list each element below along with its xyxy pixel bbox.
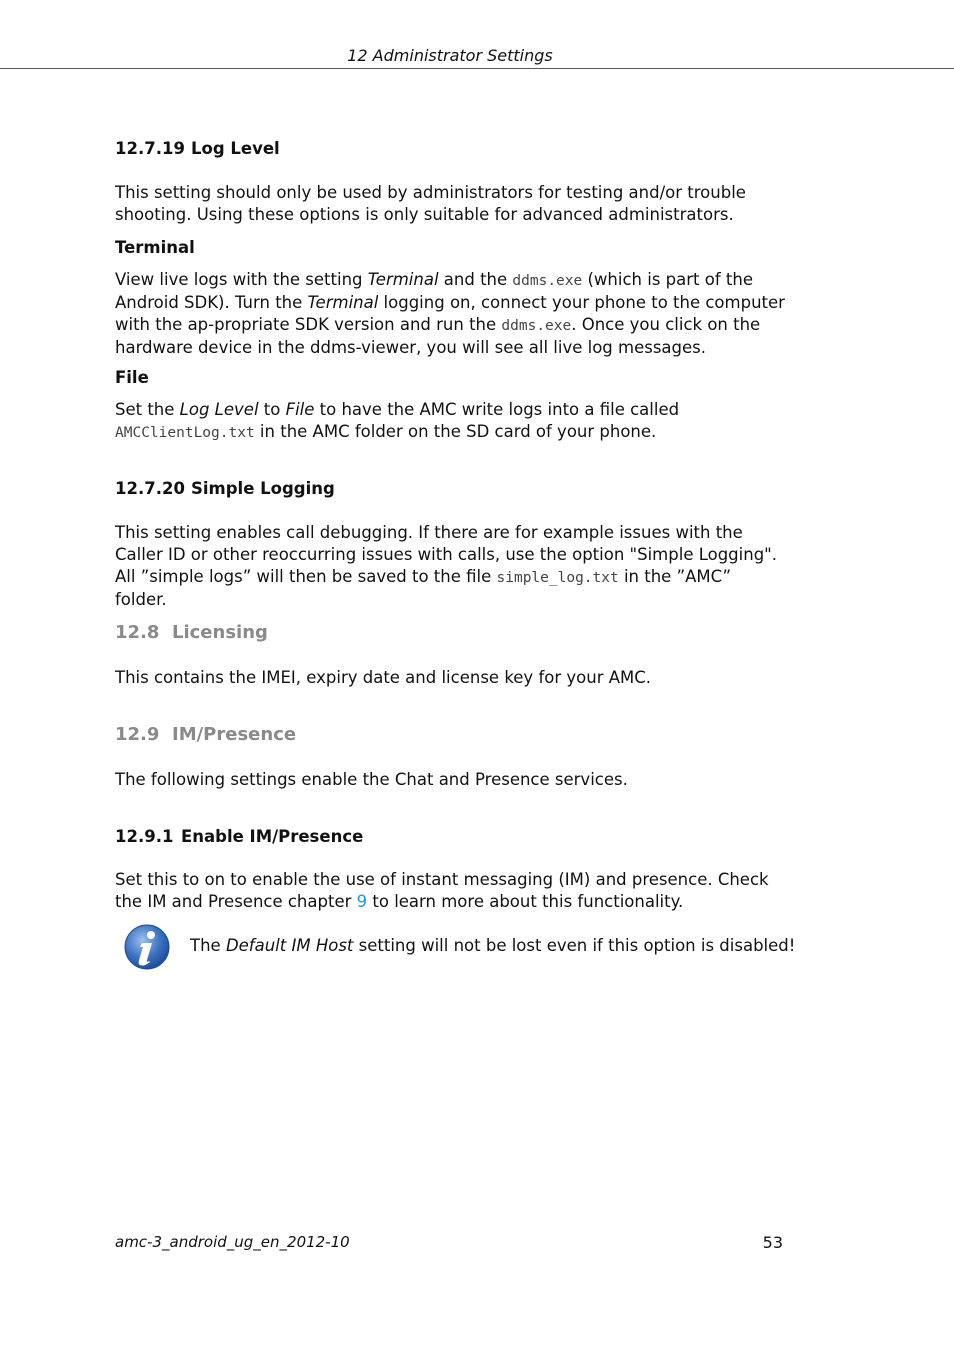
code-simple-log: simple_log.txt [496,570,619,586]
footer-doc-id: amc-3_android_ug_en_2012-10 [115,1233,350,1251]
file-paragraph: Set the Log Level to File to have the AMC write logs into a file called AMCClientLog.txt in the AMC folder on the SD card of your phone. [115,400,680,441]
section-heading-log-level [115,139,280,158]
info-icon [124,924,170,970]
chapter-link[interactable]: 9 [356,892,368,911]
section-title: Enable IM/Presence [181,827,364,846]
header-rule [0,68,954,69]
log-level-intro: This setting should only be used by administrators for testing and/or trouble shooting. Using these options is only suitable for advanced administrators. [115,183,746,224]
section-heading-simple-logging [115,479,335,498]
im-presence-paragraph: The following settings enable the Chat and Presence services. [115,770,628,789]
page-number: 53 [762,1233,783,1252]
section-number: 12.7.20 [115,479,185,498]
section-title: Licensing [172,622,268,643]
enable-im-paragraph: Set this to on to enable the use of instant messaging (IM) and presence. Check the IM and Presence chapter 9 to learn more about this functionality. [115,870,769,911]
terminal-heading: Terminal [115,238,195,257]
terminal-paragraph: View live logs with the setting Terminal and the ddms.exe (which is part of the Android SDK). Turn the Terminal logging on, connect your phone to the computer with the ap-propriate SDK version and run the ddms.exe. Once you click on the hardware device in the ddms-viewer, you will see all live log messages. [115,270,785,357]
running-header: 12 Administrator Settings [347,46,553,65]
licensing-paragraph: This contains the IMEI, expiry date and license key for your AMC. [115,668,652,687]
simple-logging-paragraph: This setting enables call debugging. If there are for example issues with the Caller ID or other reoccurring issues with calls, use the option "Simple Logging". All ”simple logs” will then be saved to the file simple_log.txt in the ”AMC” folder. [115,523,778,609]
info-note: The Default IM Host setting will not be lost even if this option is disabled! [190,936,796,955]
section-title: Log Level [191,139,280,158]
section-heading-licensing [115,622,268,643]
section-number: 12.9.1 [115,827,174,846]
section-number: 12.9 [115,724,160,745]
code-ddms: ddms.exe [501,318,572,334]
section-title: Simple Logging [191,479,335,498]
section-title: IM/Presence [172,724,297,745]
code-amcclientlog: AMCClientLog.txt [115,425,255,441]
section-heading-enable-im-presence [115,827,363,846]
code-ddms: ddms.exe [512,273,583,289]
section-number: 12.8 [115,622,160,643]
section-heading-im-presence [115,724,296,745]
section-number: 12.7.19 [115,139,185,158]
file-heading: File [115,368,149,387]
